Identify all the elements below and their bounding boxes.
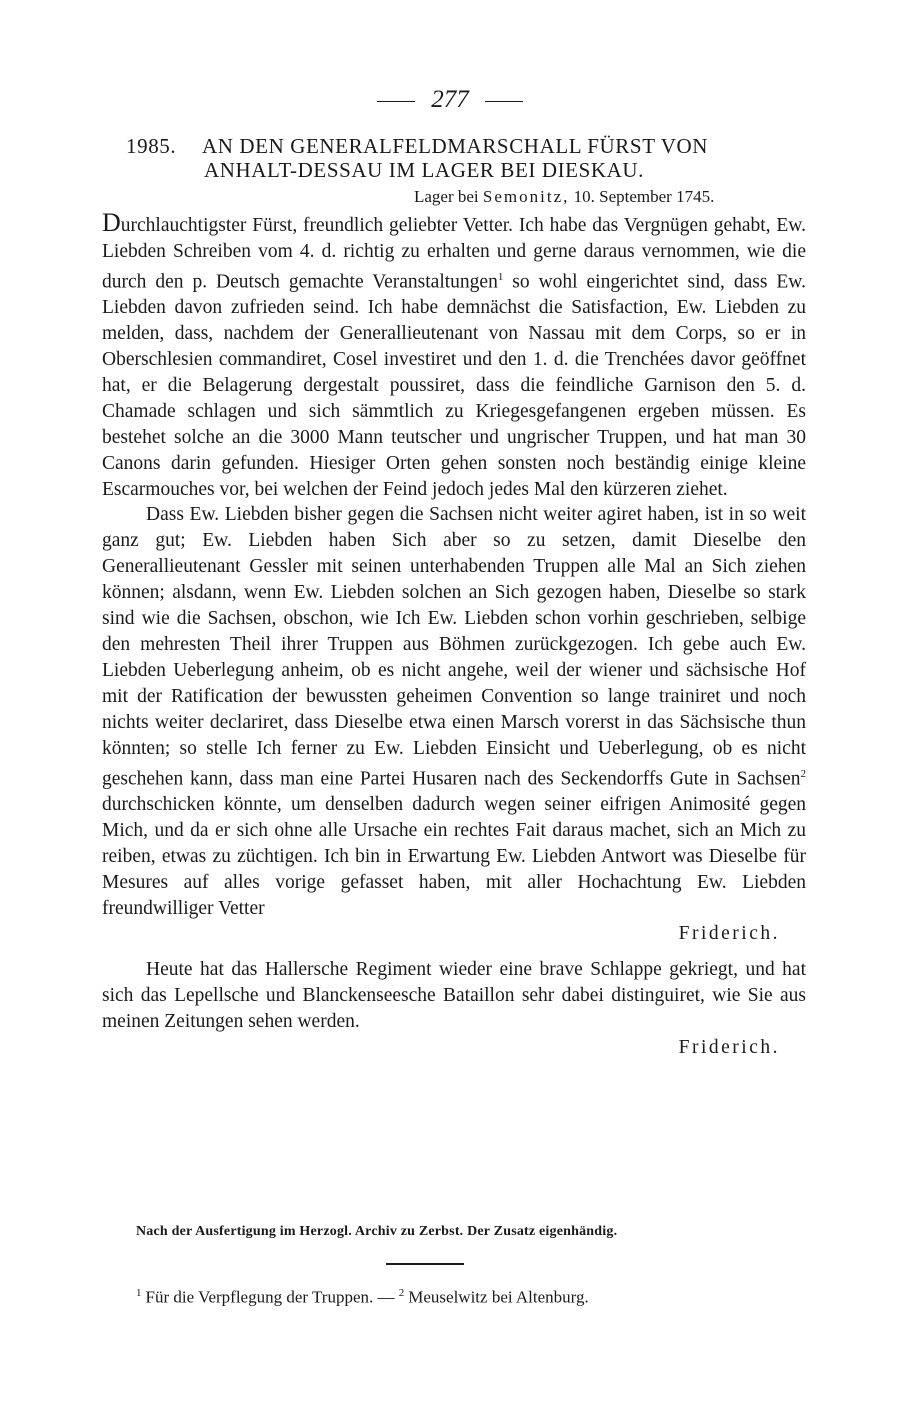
paragraph-2-end: durchschicken könnte, um denselben dadurch wegen seiner eifrigen Animosité gegen Mich, und da er sich ohne alle Ursache ein rechtes Fait daraus machet, sich an Mich zu reiben, etwas zu züchtigen. Ich bin in Erwartung Ew. Liebden Antwort was Dieselbe für Mesures auf alles vorige gefasset haben, mit aller Hochachtung Ew. Liebden freundwilliger Vetter: [102, 793, 806, 919]
footnote-2-text: Meuselwitz bei Altenburg.: [408, 1287, 589, 1307]
footnote-2-mark: 2: [398, 1287, 405, 1299]
paragraph-2: [102, 502, 806, 921]
letter-body: [102, 210, 806, 1061]
footnote-1-text: Für die Verpflegung der Truppen. —: [145, 1287, 395, 1307]
page-number: [0, 86, 900, 114]
dateline-prefix: Lager bei: [414, 187, 479, 206]
heading-line-1-text: AN DEN GENERALFELDMARSCHALL FÜRST VON: [202, 134, 709, 158]
letter-number: 1985.: [126, 134, 177, 158]
letter-heading: [126, 134, 806, 182]
signature-1: Friderich.: [678, 923, 780, 945]
paragraph-1-end: so wohl eingerichtet sind, dass Ew. Liebden davon zufrieden seind. Ich habe demnächst die Satisfaction, Ew. Liebden zu melden, dass, nachdem der Generallieutenant von Nassau mit dem Corps, so er in Oberschlesien commandiret, Cosel investiret und den 1. d. die Trenchées davor geöffnet hat, er die Belagerung dergestalt poussiret, dass die feindliche Garnison den 5. d. Chamade schlagen und sich sämmtlich zu Kriegesgefangenen ergeben müssen. Es bestehet solche an die 3000 Mann teutscher und ungrischer Truppen, und hat man 30 Canons darin gefunden. Hiesiger Orten gehen sonsten noch beständig einige kleine Escarmouches vor, bei welchen der Feind jedoch jedes Mal den kürzeren ziehet.: [102, 271, 806, 500]
footnote-1-mark: 1: [136, 1287, 142, 1299]
page-number-left-dash: [377, 101, 415, 103]
footnotes: [136, 1287, 589, 1308]
heading-line-2: ANHALT-DESSAU IM LAGER BEI DIESKAU.: [204, 158, 645, 182]
footnote-ref-2: 2: [800, 767, 806, 780]
postscript: Heute hat das Hallersche Regiment wieder eine brave Schlappe gekriegt, und hat sich das Lepellsche und Blanckenseesche Bataillon sehr dabei distinguiret, wie Sie aus meinen Zeitungen sehen werden.: [102, 959, 806, 1033]
paragraph-2-start: Dass Ew. Liebden bisher gegen die Sachsen nicht weiter agiret haben, ist in so weit ganz gut; Ew. Liebden haben Sich aber so zu setzen, damit Dieselbe den Generallieutenant Gessler mit seinen unterhabenden Truppen alle Mal an Sich ziehen können; alsdann, wenn Ew. Liebden solchen an Sich gezogen haben, Dieselbe so stark sind wie die Sachsen, obschon, wie Ich Ew. Liebden schon vorhin geschrieben, selbige den mehresten Theil ihrer Truppen aus Böhmen zurückgezogen. Ich gebe auch Ew. Liebden Ueberlegung anheim, ob es nicht angehe, weil der wiener und sächsische Hof mit der Ratification der bewussten geheimen Convention so lange trainiret und noch nichts weiter declariret, dass Dieselbe etwa einen Marsch vorerst in das Sächsische thun könnten; so stelle Ich ferner zu Ew. Liebden Einsicht und Ueberlegung, ob es nicht geschehen kann, dass man eine Partei Husaren nach des Seckendorffs Gute in Sachsen: [102, 504, 806, 790]
page-number-right-dash: [485, 101, 523, 103]
drop-cap: D: [102, 208, 121, 237]
page-number-value: 277: [431, 86, 469, 113]
footnote-ref-1: 1: [497, 270, 504, 283]
signature-2: Friderich.: [678, 1037, 780, 1059]
dateline: [414, 187, 714, 207]
dateline-place: Semonitz,: [482, 187, 570, 206]
dateline-date: 10. September 1745.: [573, 187, 715, 206]
paragraph-1: [102, 210, 806, 502]
paragraph-1-start: urchlauchtigster Fürst, freundlich geliebter Vetter. Ich habe das Vergnügen gehabt, Ew. Liebden Schreiben vom 4. d. richtig zu erhalten und gerne daraus vernommen, wie die durch den p. Deutsch gemachte Veranstaltungen: [102, 215, 806, 293]
source-note: Nach der Ausfertigung im Herzogl. Archiv zu Zerbst. Der Zusatz eigenhändig.: [136, 1224, 618, 1239]
footnote-divider: [386, 1263, 464, 1265]
heading-line-1: [126, 134, 806, 158]
